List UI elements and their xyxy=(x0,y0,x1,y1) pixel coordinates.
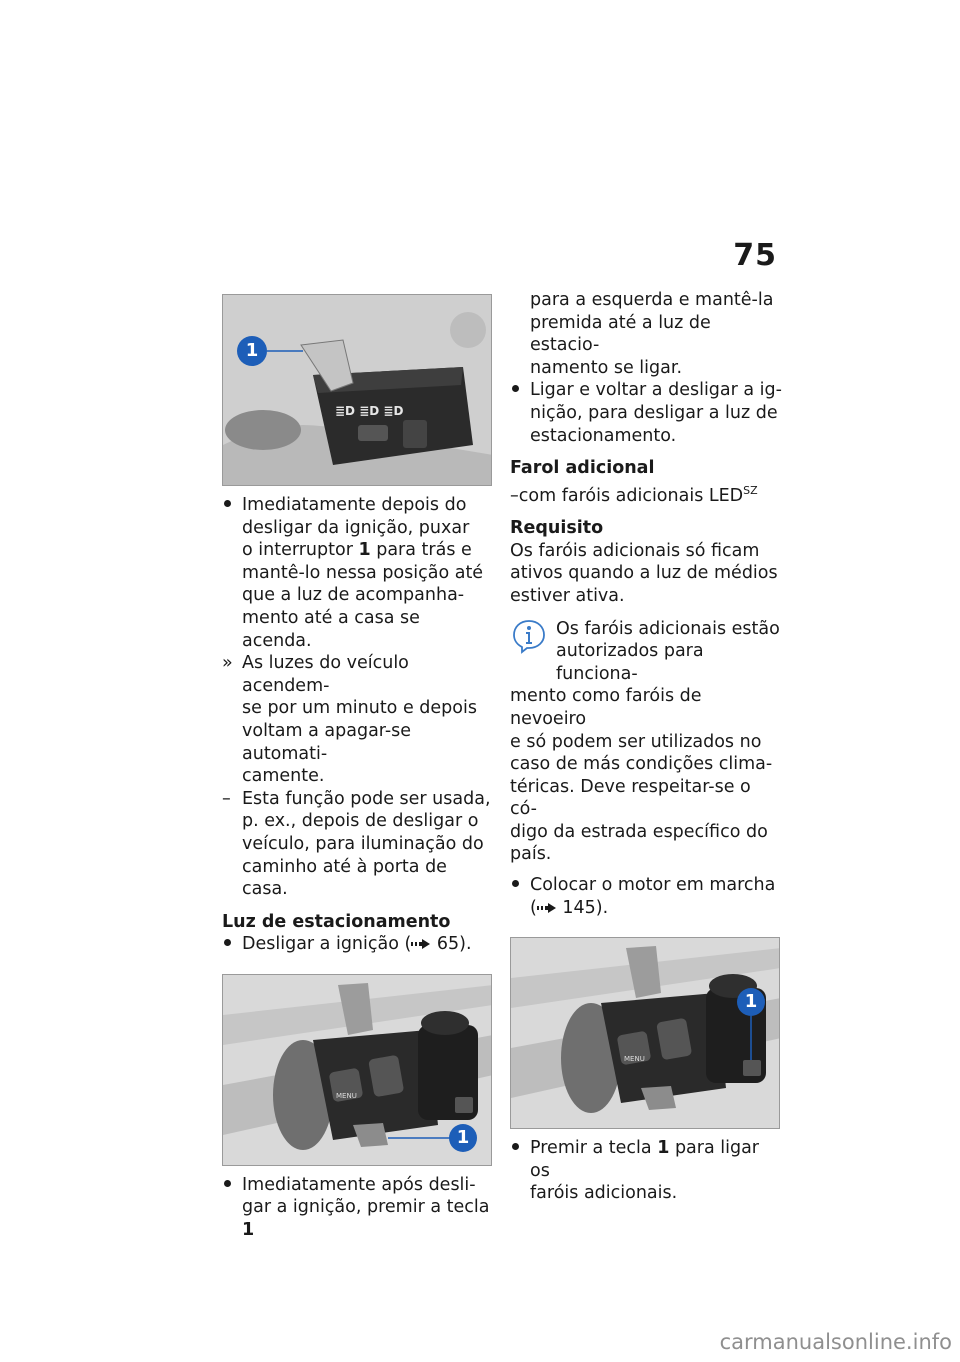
figure-callout-1: 1 xyxy=(744,991,758,1013)
text-line: Desligar a ignição ( 65). xyxy=(242,934,472,955)
page-reference-arrow-icon xyxy=(537,902,557,914)
text-line: ativos quando a luz de médios xyxy=(510,563,778,584)
bullet-ignition-cycle xyxy=(510,379,782,447)
subheading-requirement: Requisito xyxy=(510,518,604,539)
bullet-icon xyxy=(512,385,519,392)
text-line: que a luz de acompanha- xyxy=(242,585,465,606)
left-column xyxy=(222,294,494,1242)
text-line: e só podem ser utilizados no xyxy=(510,731,762,752)
continuation-text xyxy=(510,289,782,379)
bullet-start-engine xyxy=(510,874,782,919)
text-line: p. ex., depois de desligar o xyxy=(242,811,479,832)
section-heading-parking-light: Luz de estacionamento xyxy=(222,911,451,932)
text-line: Premir a tecla 1 para ligar os xyxy=(530,1138,760,1181)
figure-menu-label: MENU xyxy=(336,1091,357,1100)
text-line: As luzes do veículo acendem- xyxy=(242,653,409,696)
text-line: camente. xyxy=(242,766,325,787)
text-line: Ligar e voltar a desligar a ig- xyxy=(530,380,782,401)
watermark: carmanualsonline.info xyxy=(719,1330,952,1354)
handlebar-switch-illustration xyxy=(511,938,780,1129)
result-marker: » xyxy=(222,653,233,674)
light-switch-illustration xyxy=(223,295,492,486)
text-line: mento como faróis de nevoeiro xyxy=(510,686,702,729)
text-line: Imediatamente depois do xyxy=(242,495,467,515)
text-line: faróis adicionais. xyxy=(530,1183,678,1204)
info-icon xyxy=(510,618,548,656)
figure-callout-1: 1 xyxy=(245,340,259,361)
bullet-icon xyxy=(224,1180,231,1187)
info-note xyxy=(510,618,782,867)
text-line: o interruptor 1 para trás e xyxy=(242,540,472,561)
text-line: Colocar o motor em marcha xyxy=(530,875,776,896)
text-line: estacionamento. xyxy=(530,425,677,446)
bullet-icon xyxy=(224,500,231,507)
text-line: estiver ativa. xyxy=(510,585,625,606)
right-column xyxy=(510,289,782,1205)
page-reference-arrow-icon xyxy=(411,938,431,950)
text-line: desligar da ignição, puxar xyxy=(242,517,470,538)
figure-additional-light-button xyxy=(510,937,780,1129)
text-line: autorizados para funciona- xyxy=(556,641,704,684)
text-line: Imediatamente após desli- xyxy=(242,1174,476,1195)
text-line: caso de más condições clima- xyxy=(510,754,773,775)
text-line: caminho até à porta de casa. xyxy=(242,856,447,900)
text-line: se por um minuto e depois xyxy=(242,698,477,719)
requirement-text xyxy=(510,540,782,608)
text-line: Os faróis adicionais só ficam xyxy=(510,540,760,561)
text-line: téricas. Deve respeitar-se o có- xyxy=(510,776,751,820)
text-line: país. xyxy=(510,844,552,865)
bullet-icon xyxy=(512,1143,519,1150)
text-line: Os faróis adicionais estão xyxy=(556,618,780,639)
svg-text:≣D ≣D ≣D: ≣D ≣D ≣D xyxy=(335,404,404,418)
text-line: voltam a apagar-se automati- xyxy=(242,720,412,764)
bullet-icon xyxy=(224,939,231,946)
text-line: namento se ligar. xyxy=(530,357,683,378)
section-heading-additional-light: Farol adicional xyxy=(510,458,655,479)
dash-note xyxy=(222,788,494,901)
bullet-press-additional-light xyxy=(510,1137,782,1205)
text-line: digo da estrada específico do xyxy=(510,821,768,842)
figure-callout-1: 1 xyxy=(456,1126,470,1148)
text-line: premida até a luz de estacio- xyxy=(530,312,711,356)
figure-parking-light-button xyxy=(222,974,492,1166)
figure-menu-label: MENU xyxy=(624,1055,645,1064)
dash-marker: – xyxy=(222,788,231,809)
text-line: mento até a casa se acenda. xyxy=(242,607,420,651)
result-lights-on xyxy=(222,652,494,788)
text-line: Esta função pode ser usada, xyxy=(242,788,491,809)
option-note: –com faróis adicionais $LED^{SZ}$ xyxy=(510,483,758,506)
text-line: mantê-lo nessa posição até xyxy=(242,562,484,583)
bullet-ignition-off xyxy=(222,933,494,956)
bullet-pull-switch xyxy=(222,494,494,652)
bullet-icon xyxy=(512,880,519,887)
text-line: para a esquerda e mantê-la xyxy=(530,290,774,310)
text-line: gar a ignição, premir a tecla 1 xyxy=(242,1197,490,1241)
text-line: ( 145). xyxy=(530,897,609,918)
page-number: 75 xyxy=(733,238,777,273)
text-line: veículo, para iluminação do xyxy=(242,833,484,854)
bullet-press-button xyxy=(222,1174,494,1242)
figure-light-switch xyxy=(222,294,492,486)
text-line: nição, para desligar a luz de xyxy=(530,402,778,423)
